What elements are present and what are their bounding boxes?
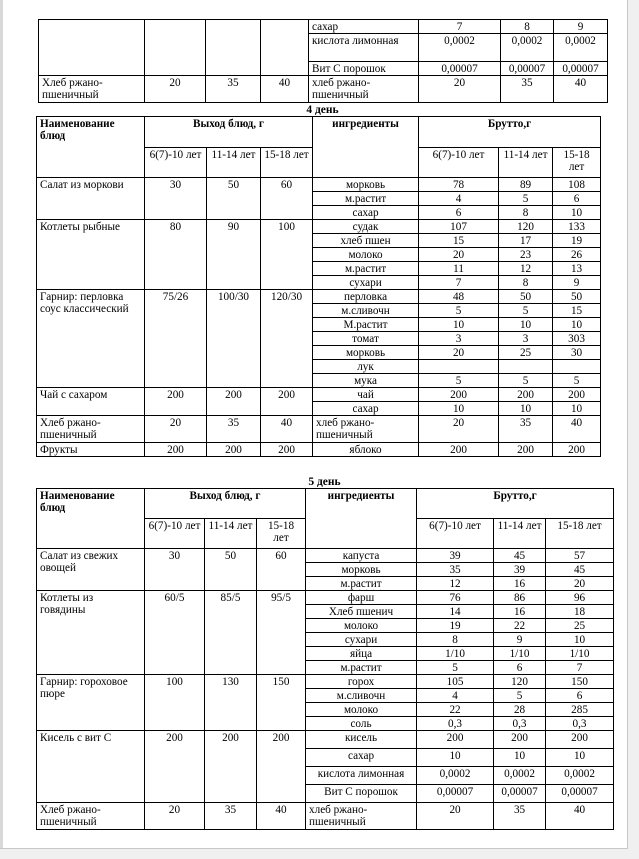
- brutto-cell: 5: [419, 374, 499, 388]
- ingredient-cell: сахар: [309, 20, 419, 34]
- brutto-cell: 35: [501, 76, 554, 103]
- ingredient-name: горох: [347, 676, 375, 688]
- ingredient-cell: [313, 360, 419, 374]
- brutto-cell: 200: [553, 443, 601, 457]
- ingredient-name: чай: [357, 389, 374, 401]
- dish-name-cell: Котлеты из говядины: [37, 591, 145, 675]
- header-row: [37, 489, 614, 519]
- header-age-11-14: 11-14 лет: [205, 519, 257, 549]
- brutto-cell: 40: [553, 416, 601, 443]
- brutto-cell: 16: [494, 605, 546, 619]
- brutto-cell: 10: [419, 402, 499, 416]
- brutto-cell: 0,0002: [554, 34, 608, 62]
- brutto-cell: 1/10: [494, 647, 546, 661]
- brutto-cell: 22: [494, 619, 546, 633]
- brutto-cell: 7: [546, 661, 614, 675]
- brutto-cell: 10: [546, 633, 614, 647]
- brutto-cell: 0,00007: [419, 62, 501, 76]
- brutto-cell: 45: [494, 549, 546, 563]
- yield-cell: 40: [261, 416, 313, 443]
- yield-cell: 60/5: [145, 591, 205, 675]
- yield-cell: 20: [145, 803, 205, 830]
- ingredient-name: молоко: [343, 620, 379, 632]
- ingredient-name: судак: [352, 221, 379, 233]
- ingredient-cell: [313, 220, 419, 234]
- brutto-cell: 23: [499, 248, 553, 262]
- yield-cell: 50: [205, 549, 257, 591]
- table-row: [37, 388, 601, 402]
- yield-cell: 100/30: [207, 290, 261, 388]
- brutto-cell: 133: [553, 220, 601, 234]
- brutto-cell: 5: [419, 304, 499, 318]
- ingredient-name: м.растит: [344, 263, 387, 275]
- brutto-cell: 105: [417, 675, 494, 689]
- brutto-cell: 10: [494, 749, 546, 767]
- yield-cell: 40: [261, 76, 309, 103]
- ingredient-name: хлеб ржано-пшеничный: [316, 417, 375, 441]
- header-ingredients: ингредиенты: [306, 489, 417, 549]
- brutto-cell: 200: [546, 731, 614, 749]
- yield-cell: 200: [145, 443, 207, 457]
- ingredient-name: томат: [352, 333, 379, 345]
- dish-name-cell: Хлеб ржано-пшеничный: [37, 803, 145, 830]
- brutto-cell: 10: [553, 206, 601, 220]
- brutto-cell: 6: [494, 661, 546, 675]
- brutto-cell: 18: [546, 605, 614, 619]
- ingredient-name: М.растит: [343, 319, 388, 331]
- ingredient-name: капуста: [342, 550, 380, 562]
- brutto-cell: 45: [546, 563, 614, 577]
- brutto-cell: 30: [553, 346, 601, 360]
- brutto-cell: 10: [419, 318, 499, 332]
- brutto-cell: 0,00007: [554, 62, 608, 76]
- ingredient-cell: [306, 647, 417, 661]
- dish-name-cell: Кисель с вит С: [37, 731, 145, 803]
- brutto-cell: 303: [553, 332, 601, 346]
- yield-cell: 130: [205, 675, 257, 731]
- dish-name-cell: Котлеты рыбные: [37, 220, 145, 290]
- yield-cell: 20: [145, 416, 207, 443]
- brutto-cell: 50: [553, 290, 601, 304]
- dish-name-cell: Гарнир: гороховое пюре: [37, 675, 145, 731]
- ingredient-name: м.растит: [340, 578, 382, 590]
- brutto-cell: 20: [417, 803, 494, 830]
- brutto-cell: 6: [419, 206, 499, 220]
- header-age-11-14: 11-14 лет: [494, 519, 546, 549]
- table-row: [37, 290, 601, 304]
- ingredient-name: мука: [354, 375, 377, 387]
- brutto-cell: 7: [419, 20, 501, 34]
- ingredient-name: лук: [357, 361, 374, 373]
- brutto-cell: 40: [546, 803, 614, 830]
- ingredient-cell: [306, 731, 417, 749]
- brutto-cell: 89: [499, 178, 553, 192]
- ingredient-name: м.растит: [340, 662, 382, 674]
- brutto-cell: 200: [417, 731, 494, 749]
- ingredient-name: сахар: [352, 403, 379, 415]
- header-age-6-10: 6(7)-10 лет: [145, 148, 207, 178]
- ingredient-name: кисель: [344, 732, 378, 744]
- ingredient-cell: [306, 749, 417, 767]
- ingredient-name: хлеб пшен: [340, 235, 391, 247]
- dish-name-cell: Салат из свежих овощей: [37, 549, 145, 591]
- ingredient-cell: [313, 388, 419, 402]
- yield-cell: 200: [261, 443, 313, 457]
- ingredient-cell: [313, 192, 419, 206]
- yield-cell: 35: [206, 76, 261, 103]
- brutto-cell: 14: [417, 605, 494, 619]
- brutto-cell: [499, 360, 553, 374]
- brutto-cell: 19: [553, 234, 601, 248]
- brutto-cell: 19: [417, 619, 494, 633]
- brutto-cell: 4: [419, 192, 499, 206]
- brutto-cell: 35: [499, 416, 553, 443]
- brutto-cell: 20: [546, 577, 614, 591]
- ingredient-cell: [306, 577, 417, 591]
- ingredient-cell: Вит С порошок: [309, 62, 419, 76]
- brutto-cell: 200: [499, 443, 553, 457]
- brutto-cell: [419, 360, 499, 374]
- ingredient-cell: [313, 443, 419, 457]
- brutto-cell: 3: [419, 332, 499, 346]
- ingredient-cell: [306, 717, 417, 731]
- brutto-cell: 20: [419, 346, 499, 360]
- header-dish-name: Наименование блюд: [37, 117, 145, 178]
- ingredient-name: кислота лимонная: [317, 768, 405, 780]
- brutto-cell: 39: [417, 549, 494, 563]
- yield-cell: 100: [261, 220, 313, 290]
- ingredient-cell: [306, 661, 417, 675]
- yield-cell: 200: [261, 388, 313, 416]
- header-age-15-18: 15-18 лет: [257, 519, 306, 549]
- brutto-cell: 9: [494, 633, 546, 647]
- brutto-cell: 40: [554, 76, 608, 103]
- brutto-cell: 8: [501, 20, 554, 34]
- brutto-cell: 10: [553, 402, 601, 416]
- yield-cell: 120/30: [261, 290, 313, 388]
- brutto-cell: 4: [417, 689, 494, 703]
- yield-cell: [206, 20, 261, 76]
- yield-cell: 100: [145, 675, 205, 731]
- header-age-6-10: 6(7)-10 лет: [145, 519, 205, 549]
- brutto-cell: 96: [546, 591, 614, 605]
- brutto-cell: 0,0002: [494, 767, 546, 785]
- ingredient-cell: [306, 703, 417, 717]
- ingredient-cell: [313, 262, 419, 276]
- day-5-title: 5 день: [308, 476, 341, 488]
- ingredient-cell: [306, 689, 417, 703]
- brutto-cell: 285: [546, 703, 614, 717]
- dish-name-cell: Чай с сахаром: [37, 388, 145, 416]
- ingredient-name: морковь: [345, 179, 386, 191]
- yield-cell: [261, 20, 309, 76]
- brutto-cell: 8: [499, 206, 553, 220]
- ingredient-cell: [313, 304, 419, 318]
- brutto-cell: 26: [553, 248, 601, 262]
- brutto-cell: 76: [417, 591, 494, 605]
- ingredient-name: морковь: [341, 564, 381, 576]
- ingredient-cell: [306, 591, 417, 605]
- brutto-cell: 6: [546, 689, 614, 703]
- brutto-cell: 78: [419, 178, 499, 192]
- brutto-cell: 57: [546, 549, 614, 563]
- ingredient-cell: [313, 318, 419, 332]
- brutto-cell: 25: [499, 346, 553, 360]
- header-age-11-14: 11-14 лет: [207, 148, 261, 178]
- yield-cell: 30: [145, 178, 207, 220]
- brutto-cell: 5: [494, 689, 546, 703]
- dish-name-cell: Салат из моркови: [37, 178, 145, 220]
- yield-cell: 60: [261, 178, 313, 220]
- ingredient-cell: [313, 248, 419, 262]
- table-row: [37, 549, 614, 563]
- table-row: [39, 20, 608, 34]
- brutto-cell: 200: [419, 388, 499, 402]
- brutto-cell: 20: [419, 76, 501, 103]
- header-dish-name: Наименование блюд: [37, 489, 145, 549]
- header-age-15-18: 15-18 лет: [546, 519, 614, 549]
- brutto-cell: 1/10: [417, 647, 494, 661]
- ingredient-cell: [306, 549, 417, 563]
- brutto-cell: 28: [494, 703, 546, 717]
- brutto-cell: 0,0002: [419, 34, 501, 62]
- ingredient-cell: [313, 346, 419, 360]
- dish-name-cell: Хлеб ржано-пшеничный: [37, 416, 145, 443]
- brutto-cell: 15: [419, 234, 499, 248]
- page-left-edge: [0, 0, 3, 848]
- table-row: [37, 731, 614, 749]
- yield-cell: 200: [145, 731, 205, 803]
- ingredient-cell: [306, 563, 417, 577]
- ingredient-name: соль: [350, 718, 372, 730]
- brutto-cell: 120: [494, 675, 546, 689]
- yield-cell: 90: [207, 220, 261, 290]
- brutto-cell: 200: [419, 443, 499, 457]
- ingredient-name: Хлеб пшенич: [328, 606, 394, 618]
- brutto-cell: 0,0002: [546, 767, 614, 785]
- brutto-cell: 200: [494, 731, 546, 749]
- ingredient-name: молоко: [348, 249, 383, 261]
- yield-cell: 35: [205, 803, 257, 830]
- ingredient-name: яблоко: [349, 444, 382, 456]
- ingredient-cell: [313, 332, 419, 346]
- menu-table-day-4: [36, 116, 601, 457]
- yield-cell: 200: [205, 731, 257, 803]
- brutto-cell: 10: [499, 318, 553, 332]
- header-age-15-18: 15-18 лет: [553, 148, 601, 178]
- yield-cell: 60: [257, 549, 306, 591]
- brutto-cell: 35: [417, 563, 494, 577]
- ingredient-name: яйца: [349, 648, 373, 660]
- brutto-cell: 12: [499, 262, 553, 276]
- brutto-cell: 150: [546, 675, 614, 689]
- ingredient-cell: [306, 633, 417, 647]
- menu-table-day-5: [36, 488, 614, 830]
- ingredient-cell: [313, 178, 419, 192]
- brutto-cell: 16: [494, 577, 546, 591]
- brutto-cell: 0,00007: [546, 785, 614, 803]
- brutto-cell: 107: [419, 220, 499, 234]
- ingredient-name: сухари: [344, 634, 378, 646]
- yield-cell: 95/5: [257, 591, 306, 675]
- brutto-cell: 5: [553, 374, 601, 388]
- table-row: [37, 443, 601, 457]
- table-row: [37, 220, 601, 234]
- yield-cell: 200: [257, 731, 306, 803]
- table-row: [37, 178, 601, 192]
- brutto-cell: 5: [499, 304, 553, 318]
- header-brutto: Брутто,г: [419, 117, 601, 148]
- ingredient-cell: [313, 416, 419, 443]
- brutto-cell: 3: [499, 332, 553, 346]
- ingredient-cell: [306, 619, 417, 633]
- brutto-cell: 48: [419, 290, 499, 304]
- ingredient-name: сахар: [347, 750, 375, 762]
- dish-name-cell: Хлеб ржано-пшеничный: [39, 76, 145, 103]
- brutto-cell: 35: [494, 803, 546, 830]
- brutto-cell: 25: [546, 619, 614, 633]
- ingredient-name: сухари: [349, 277, 382, 289]
- table-row: [37, 675, 614, 689]
- yield-cell: 200: [145, 388, 207, 416]
- brutto-cell: 22: [417, 703, 494, 717]
- yield-cell: 30: [145, 549, 205, 591]
- header-age-6-10: 6(7)-10 лет: [417, 519, 494, 549]
- ingredient-cell: [313, 276, 419, 290]
- header-yield: Выход блюд, г: [145, 489, 306, 519]
- header-brutto: Брутто,г: [417, 489, 614, 519]
- yield-cell: 50: [207, 178, 261, 220]
- brutto-cell: 120: [499, 220, 553, 234]
- yield-cell: 150: [257, 675, 306, 731]
- yield-cell: 200: [207, 443, 261, 457]
- day-4-title: 4 день: [306, 104, 339, 116]
- ingredient-cell: [306, 785, 417, 803]
- brutto-cell: 12: [417, 577, 494, 591]
- table-row: [37, 803, 614, 830]
- ingredient-cell: [313, 290, 419, 304]
- header-age-11-14: 11-14 лет: [499, 148, 553, 178]
- ingredient-name: перловка: [343, 291, 388, 303]
- yield-cell: 75/26: [145, 290, 207, 388]
- brutto-cell: 8: [499, 276, 553, 290]
- brutto-cell: 5: [417, 661, 494, 675]
- brutto-cell: 0,00007: [501, 62, 554, 76]
- yield-cell: 40: [257, 803, 306, 830]
- brutto-cell: 200: [499, 388, 553, 402]
- brutto-cell: 8: [417, 633, 494, 647]
- ingredient-cell: кислота лимонная: [309, 34, 419, 62]
- header-age-15-18: 15-18 лет: [261, 148, 313, 178]
- ingredient-name: м.растит: [344, 193, 387, 205]
- header-yield: Выход блюд, г: [145, 117, 313, 148]
- table-row: [37, 591, 614, 605]
- table-row: [39, 76, 608, 103]
- brutto-cell: 0,00007: [494, 785, 546, 803]
- brutto-cell: 17: [499, 234, 553, 248]
- brutto-cell: 5: [499, 192, 553, 206]
- brutto-cell: 13: [553, 262, 601, 276]
- brutto-cell: 11: [419, 262, 499, 276]
- dish-name-cell: Гарнир: перловка соус классический: [37, 290, 145, 388]
- ingredient-cell: хлеб ржано-пшеничный: [309, 76, 419, 103]
- ingredient-cell: [313, 374, 419, 388]
- brutto-cell: 0,0002: [417, 767, 494, 785]
- brutto-cell: 15: [553, 304, 601, 318]
- ingredient-name: м.сливочн: [336, 690, 386, 702]
- ingredient-name: Вит С порошок: [324, 786, 398, 798]
- brutto-cell: 0,00007: [417, 785, 494, 803]
- brutto-cell: 9: [554, 20, 608, 34]
- ingredient-name: сахар: [352, 207, 379, 219]
- yield-cell: 80: [145, 220, 207, 290]
- brutto-cell: 10: [553, 318, 601, 332]
- brutto-cell: 0,3: [417, 717, 494, 731]
- ingredient-cell: [306, 675, 417, 689]
- ingredient-name: молоко: [343, 704, 379, 716]
- brutto-cell: 10: [417, 749, 494, 767]
- yield-cell: 35: [207, 416, 261, 443]
- brutto-cell: 20: [419, 248, 499, 262]
- brutto-cell: 0,3: [546, 717, 614, 731]
- brutto-cell: 10: [546, 749, 614, 767]
- ingredient-cell: [313, 206, 419, 220]
- brutto-cell: 20: [419, 416, 499, 443]
- ingredient-name: хлеб ржано-пшеничный: [309, 804, 368, 828]
- brutto-cell: 10: [499, 402, 553, 416]
- dish-name-cell: [39, 20, 145, 76]
- brutto-cell: 0,3: [494, 717, 546, 731]
- brutto-cell: 0,0002: [501, 34, 554, 62]
- ingredient-name: фарш: [347, 592, 375, 604]
- brutto-cell: 108: [553, 178, 601, 192]
- brutto-cell: 86: [494, 591, 546, 605]
- yield-cell: [145, 20, 206, 76]
- yield-cell: 85/5: [205, 591, 257, 675]
- header-age-6-10: 6(7)-10 лет: [419, 148, 499, 178]
- brutto-cell: [553, 360, 601, 374]
- ingredient-name: м.сливочн: [341, 305, 390, 317]
- yield-cell: 200: [207, 388, 261, 416]
- yield-cell: 20: [145, 76, 206, 103]
- header-row: [37, 117, 601, 148]
- table-row: [37, 416, 601, 443]
- brutto-cell: 39: [494, 563, 546, 577]
- brutto-cell: 9: [553, 276, 601, 290]
- brutto-cell: 6: [553, 192, 601, 206]
- brutto-cell: 5: [499, 374, 553, 388]
- ingredient-cell: [306, 803, 417, 830]
- ingredient-name: морковь: [345, 347, 386, 359]
- ingredient-cell: [306, 767, 417, 785]
- brutto-cell: 50: [499, 290, 553, 304]
- brutto-cell: 7: [419, 276, 499, 290]
- ingredient-cell: [306, 605, 417, 619]
- header-ingredients: ингредиенты: [313, 117, 419, 178]
- menu-table-previous-day-fragment: [38, 19, 608, 103]
- ingredient-cell: [313, 402, 419, 416]
- brutto-cell: 200: [553, 388, 601, 402]
- dish-name-cell: Фрукты: [37, 443, 145, 457]
- ingredient-cell: [313, 234, 419, 248]
- brutto-cell: 1/10: [546, 647, 614, 661]
